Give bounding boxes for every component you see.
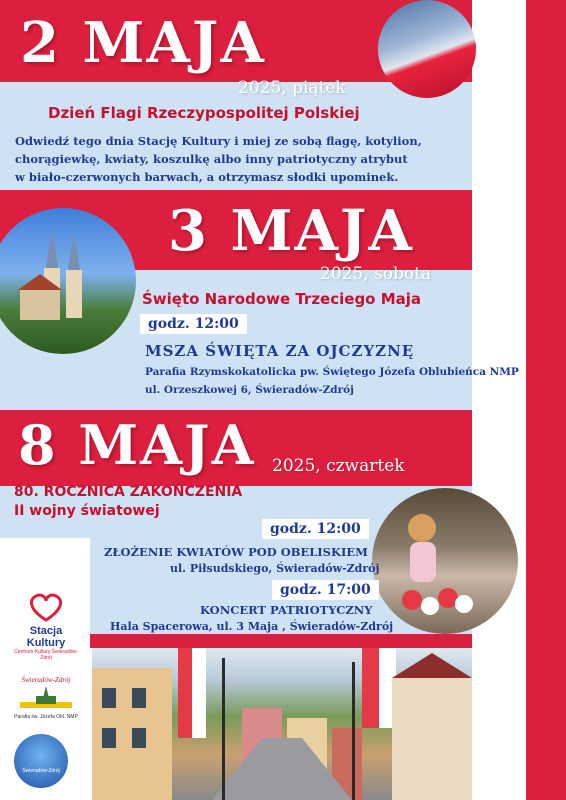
section2-event: MSZA ŚWIĘTA ZA OJCZYZNĘ <box>145 342 415 360</box>
section2-heading: 3 MAJA <box>168 198 414 264</box>
flowers-icon <box>372 488 518 634</box>
section2-title: Święto Narodowe Trzeciego Maja <box>142 290 422 308</box>
flag-photo <box>378 0 476 98</box>
ceremony-photo <box>372 488 518 634</box>
church-logo-icon <box>16 684 76 710</box>
section3-place1: ul. Piłsudskiego, Świeradów-Zdrój <box>170 562 380 575</box>
stacja-kultury-logo <box>14 592 78 661</box>
bottom-red-band <box>90 634 472 648</box>
right-stripe <box>526 0 566 800</box>
section2-place1: Parafia Rzymskokatolicka pw. Świętego Józefa Oblubieńca NMP <box>145 366 519 378</box>
stacja-logo-line2: Kultury <box>26 637 66 649</box>
city-logo-text: Świeradów-Zdrój <box>22 768 60 774</box>
section3-title-line2: II wojny światowej <box>14 503 160 519</box>
town-photo <box>92 648 472 800</box>
section1-date: 2025, piątek <box>238 78 346 98</box>
section2-hour: godz. 12:00 <box>140 314 247 334</box>
section3-hour2: godz. 17:00 <box>272 580 379 600</box>
parish-logo <box>10 676 82 724</box>
heart-icon <box>26 592 66 622</box>
section1-desc-line3: w biało-czerwonych barwach, a otrzymasz słodki upominek. <box>15 170 399 184</box>
parish-logo-bottom: Parafia św. Józefa Obl. NMP <box>14 714 78 720</box>
stacja-logo-sub: Centrum Kultury Świeradów-Zdrój <box>14 649 78 661</box>
section1-desc-line1: Odwiedź tego dnia Stację Kultury i miej ze sobą flagę, kotylion, <box>15 134 422 148</box>
section3-heading: 8 MAJA <box>18 413 256 477</box>
parish-logo-top: Świeradów-Zdrój <box>21 676 71 684</box>
section3-place2: Hala Spacerowa, ul. 3 Maja , Świeradów-Zdrój <box>110 620 394 633</box>
section3-hour1: godz. 12:00 <box>262 519 369 539</box>
stacja-logo-line1: Stacja <box>29 625 63 637</box>
section1-title: Dzień Flagi Rzeczypospolitej Polskiej <box>48 104 360 122</box>
section3-event2: KONCERT PATRIOTYCZNY <box>200 603 373 617</box>
section3-date: 2025, czwartek <box>272 456 405 476</box>
town-street-illustration <box>92 648 472 800</box>
city-logo <box>14 734 68 788</box>
section3-event1: ZŁOŻENIE KWIATÓW POD OBELISKIEM <box>104 545 368 559</box>
section1-heading: 2 MAJA <box>20 10 266 76</box>
section2-place2: ul. Orzeszkowej 6, Świeradów-Zdrój <box>145 384 354 396</box>
section3-title-line1: 80. ROCZNICA ZAKOŃCZENIA <box>14 484 243 500</box>
section2-date: 2025, sobota <box>320 264 432 284</box>
section1-desc-line2: chorągiewkę, kwiaty, koszulkę albo inny patriotyczny atrybut <box>15 152 408 166</box>
